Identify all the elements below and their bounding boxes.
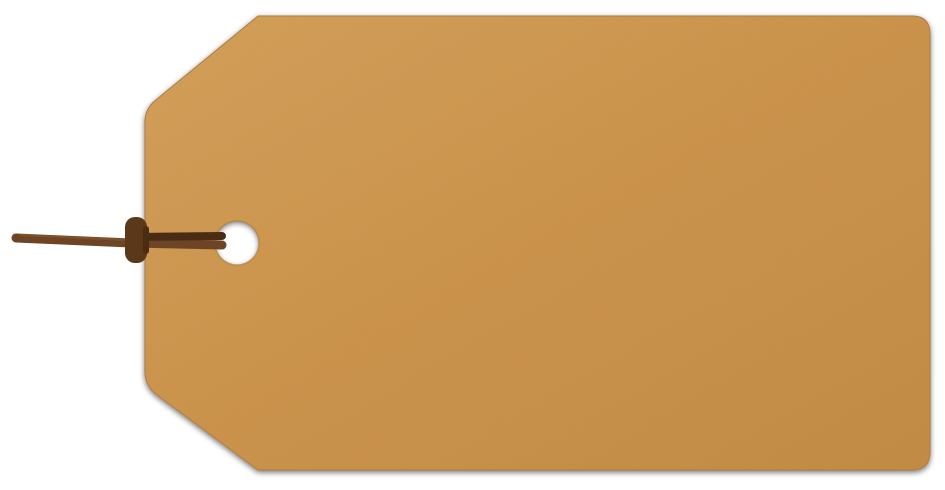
knot-band (143, 226, 149, 254)
